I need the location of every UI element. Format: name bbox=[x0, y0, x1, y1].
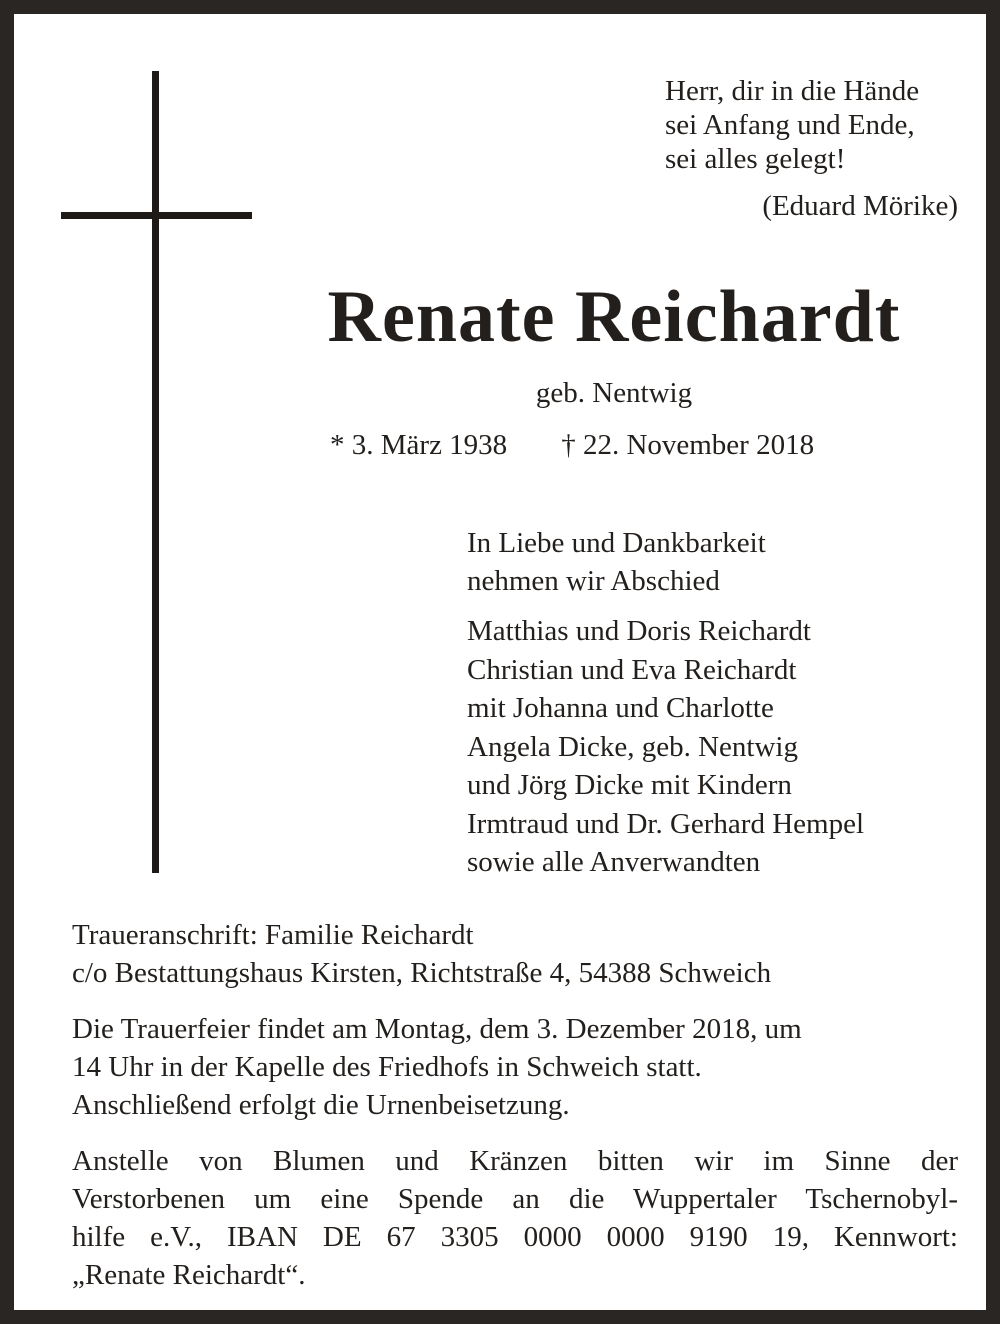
birth-name: geb. Nentwig bbox=[535, 377, 693, 409]
mourner-line: Irmtraud und Dr. Gerhard Hempel bbox=[467, 807, 865, 840]
donation-line: Anstelle von Blumen und Kränzen bitten wir im Sinne der bbox=[72, 1145, 958, 1177]
mourners-list bbox=[467, 612, 987, 882]
farewell-line: nehmen wir Abschied bbox=[467, 565, 720, 597]
quote-line: Herr, dir in die Hände bbox=[665, 75, 920, 107]
cross-icon-vertical-bar bbox=[152, 71, 159, 873]
farewell-line: In Liebe und Dankbarkeit bbox=[467, 527, 766, 559]
donation-line: „Renate Reichardt“. bbox=[72, 1259, 306, 1291]
donation-line: Verstorbenen um eine Spende an die Wuppertaler Tschernobyl- bbox=[72, 1183, 958, 1215]
mourner-line: Matthias und Doris Reichardt bbox=[467, 615, 811, 647]
mourner-line: Angela Dicke, geb. Nentwig bbox=[467, 730, 798, 763]
mourning-address bbox=[72, 916, 962, 992]
death-date: † 22. November 2018 bbox=[561, 429, 815, 461]
ceremony-line: Anschließend erfolgt die Urnenbeisetzung. bbox=[72, 1089, 570, 1121]
quote-line: sei alles gelegt! bbox=[665, 143, 846, 175]
birth-date: * 3. März 1938 bbox=[330, 429, 508, 461]
address-line: c/o Bestattungshaus Kirsten, Richtstraße 4, 54388 Schweich bbox=[72, 957, 772, 989]
mourner-line: und Jörg Dicke mit Kindern bbox=[467, 769, 792, 801]
life-dates bbox=[330, 428, 930, 462]
deceased-name: Renate Reichardt bbox=[327, 276, 901, 358]
donation-line: hilfe e.V., IBAN DE 67 3305 0000 0000 9190 19, Kennwort: bbox=[72, 1221, 958, 1253]
cross-icon-horizontal-bar bbox=[61, 212, 252, 219]
mourner-line: mit Johanna und Charlotte bbox=[467, 692, 774, 724]
quote bbox=[665, 74, 985, 176]
quote-line: sei Anfang und Ende, bbox=[665, 109, 915, 141]
donation-notice bbox=[72, 1142, 958, 1294]
ceremony-line: Die Trauerfeier findet am Montag, dem 3. Dezember 2018, um bbox=[72, 1013, 802, 1045]
address-line: Traueranschrift: Familie Reichardt bbox=[72, 919, 474, 951]
farewell-text bbox=[467, 524, 987, 600]
mourner-line: sowie alle Anverwandten bbox=[467, 846, 761, 878]
quote-author: (Eduard Mörike) bbox=[762, 190, 958, 222]
ceremony-line: 14 Uhr in der Kapelle des Friedhofs in Schweich statt. bbox=[72, 1051, 702, 1083]
ceremony-notice bbox=[72, 1010, 962, 1124]
mourner-line: Christian und Eva Reichardt bbox=[467, 653, 797, 686]
